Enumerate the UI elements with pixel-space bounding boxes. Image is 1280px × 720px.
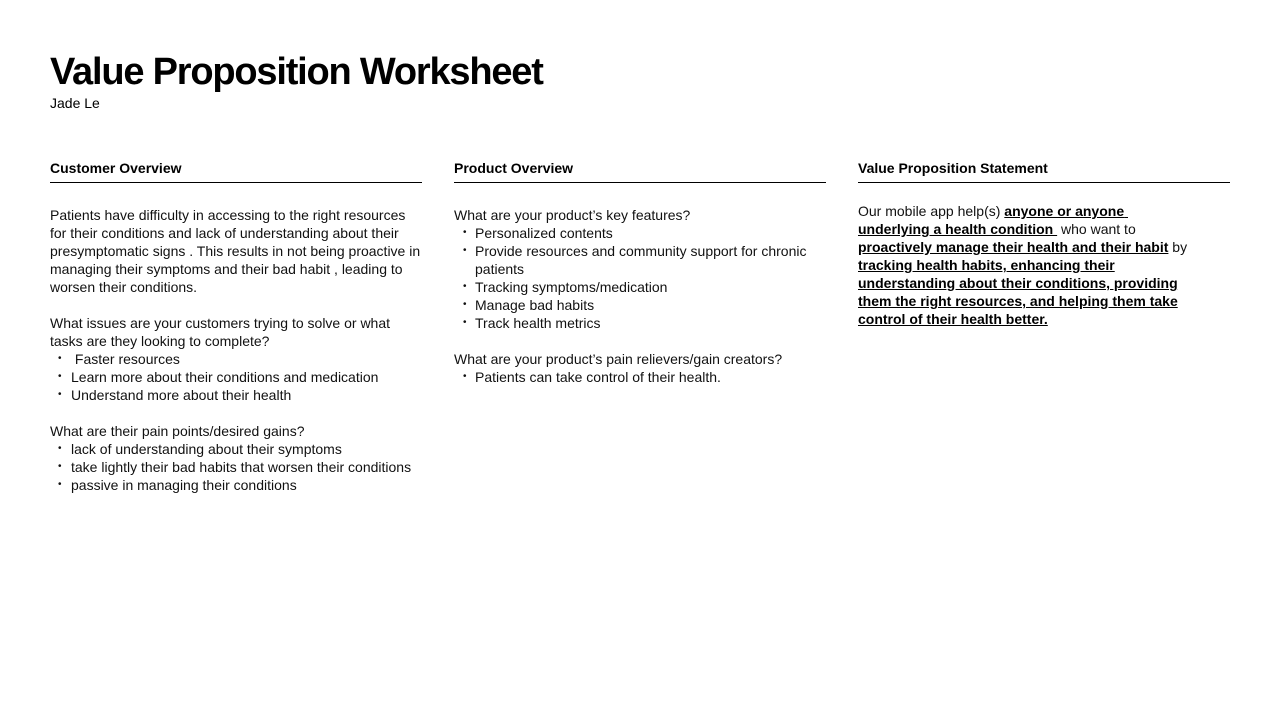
customer-overview-column xyxy=(50,159,422,512)
list-item: • Learn more about their conditions and medication xyxy=(50,368,422,386)
customer-pains-list xyxy=(50,440,422,494)
customer-overview-heading: Customer Overview xyxy=(50,159,422,183)
statement-intro: Our mobile app help(s) xyxy=(858,203,1005,219)
statement-connector-by: by xyxy=(1168,239,1191,255)
customer-overview-body xyxy=(50,183,422,494)
document-title: Value Proposition Worksheet xyxy=(50,51,543,93)
list-item: • Track health metrics xyxy=(454,314,826,332)
product-relievers-block xyxy=(454,350,826,386)
customer-pains-block xyxy=(50,422,422,494)
list-item: • Provide resources and community support for chronic patients xyxy=(454,242,826,278)
list-item: • Understand more about their health xyxy=(50,386,422,404)
list-item: • Personalized contents xyxy=(454,224,826,242)
customer-tasks-block xyxy=(50,314,422,404)
customer-tasks-list xyxy=(50,350,422,404)
statement-connector-who: who want to xyxy=(1057,221,1140,237)
list-item: • Tracking symptoms/medication xyxy=(454,278,826,296)
product-overview-body xyxy=(454,183,826,386)
product-overview-column xyxy=(454,159,826,404)
document-author: Jade Le xyxy=(50,95,100,111)
customer-summary: Patients have difficulty in accessing to the right resources for their conditions and lack of understanding about their presymptomatic signs . This results in not being proactive in managing their symptoms and their bad habit , leading to worsen their conditions. xyxy=(50,207,421,295)
customer-tasks-question: What issues are your customers trying to solve or what tasks are they looking to complete? xyxy=(50,315,391,349)
product-features-list xyxy=(454,224,826,332)
value-proposition-body xyxy=(858,183,1230,328)
list-item: • Faster resources xyxy=(50,350,422,368)
list-item: • lack of understanding about their symptoms xyxy=(50,440,422,458)
value-proposition-statement xyxy=(858,202,1191,328)
list-item: • passive in managing their conditions xyxy=(50,476,422,494)
list-item: • Manage bad habits xyxy=(454,296,826,314)
statement-goal: proactively manage their health and their habit xyxy=(858,239,1169,255)
statement-method: tracking health habits, enhancing their understanding about their conditions, providing them the right resources, and helping them take control of their health better. xyxy=(858,257,1178,327)
product-features-question: What are your product’s key features? xyxy=(454,207,691,223)
customer-pains-question: What are their pain points/desired gains? xyxy=(50,423,305,439)
product-overview-heading: Product Overview xyxy=(454,159,826,183)
value-proposition-column xyxy=(858,159,1230,328)
value-proposition-heading: Value Proposition Statement xyxy=(858,159,1230,183)
statement-audience: anyone or anyone underlying a health condition xyxy=(858,203,1128,237)
list-item: • Patients can take control of their health. xyxy=(454,368,826,386)
worksheet-page xyxy=(50,0,1230,720)
product-features-block xyxy=(454,206,826,332)
list-item: • take lightly their bad habits that worsen their conditions xyxy=(50,458,422,476)
product-relievers-list xyxy=(454,368,826,386)
product-relievers-question: What are your product’s pain relievers/gain creators? xyxy=(454,351,783,367)
